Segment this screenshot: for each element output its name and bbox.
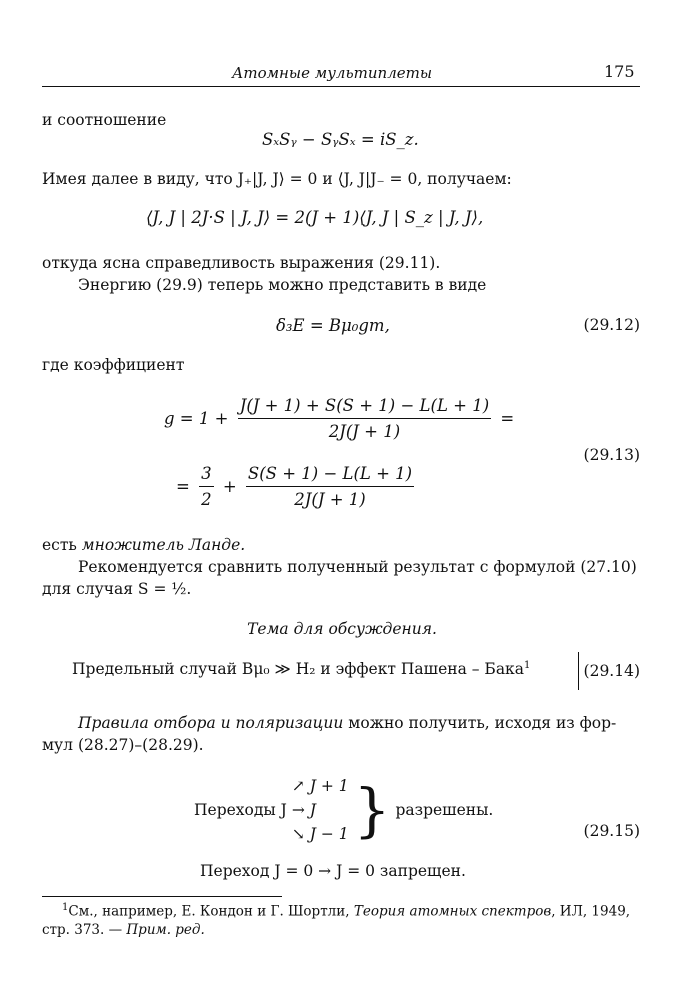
plus-sign: + (222, 477, 237, 496)
footnote-text-d: стр. 373. — (42, 922, 127, 938)
lande-denominator-1: 2J(J + 1) (328, 422, 401, 441)
lande-factor-term: множитель Ланде. (81, 536, 246, 554)
footnote-text-c: , ИЛ, 1949, (551, 903, 631, 920)
lande-denominator-2: 2J(J + 1) (294, 490, 366, 509)
paragraph-8-text: можно получить, исходя из фор- (343, 714, 617, 732)
lande-fraction-2 (246, 464, 414, 509)
footnote-rule (42, 896, 282, 897)
paragraph-5: где коэффициент (42, 356, 185, 374)
equals-sign: = (500, 409, 515, 428)
transition-arrows (292, 774, 349, 846)
equation-number-29-13: (29.13) (583, 446, 640, 464)
footnote-text-a: См., например, Е. Кондон и Г. Шортли, (68, 903, 354, 920)
paragraph-8-line-1 (78, 714, 616, 732)
g-lhs: g = 1 + (164, 409, 229, 428)
running-title: Атомные мультиплеты (232, 64, 433, 82)
discussion-title: Тема для обсуждения. (247, 620, 437, 638)
paragraph-2: Имея далее в виду, что J₊|J, J⟩ = 0 и ⟨J, J|J₋ = 0, получаем: (42, 170, 512, 188)
header-rule (42, 86, 640, 87)
equation-29-13-line-2 (176, 464, 418, 509)
paragraph-7-line-1: Рекомендуется сравнить полученный результат с формулой (27.10) (78, 558, 637, 576)
transitions-label: Переходы J (194, 801, 287, 819)
equation-matrix-element: ⟨J, J | 2J·S | J, J⟩ = 2(J + 1)⟨J, J | S_z | J, J⟩, (146, 208, 484, 227)
equation-number-29-14: (29.14) (583, 662, 640, 680)
three-halves-numerator: 3 (199, 464, 214, 487)
lande-numerator-1: J(J + 1) + S(S + 1) − L(L + 1) (238, 396, 491, 419)
three-halves-fraction (199, 464, 214, 509)
footnote-editor-note: Прим. ред. (126, 922, 205, 938)
paragraph-1: и соотношение (42, 111, 167, 129)
equation-29-13-line-1 (164, 396, 514, 441)
forbidden-transition: Переход J = 0 → J = 0 запрещен. (200, 862, 466, 880)
footnote-line-1 (62, 902, 630, 920)
transition-down: ↘ J − 1 (291, 825, 349, 843)
right-brace: } (353, 776, 391, 844)
paragraph-6-text: есть (42, 536, 82, 554)
footnote-reference: 1 (524, 660, 531, 671)
equation-29-12: δ₃E = Bμ₀gm, (276, 316, 390, 335)
paragraph-3: откуда ясна справедливость выражения (29.11). (42, 254, 441, 272)
paragraph-8-line-2: мул (28.27)–(28.29). (42, 736, 204, 754)
paragraph-4: Энергию (29.9) теперь можно представить в виде (78, 276, 487, 294)
footnote-book-title: Теория атомных спектров (353, 903, 552, 920)
equals-sign-2: = (176, 477, 190, 496)
lande-fraction-1 (238, 396, 491, 441)
page-number: 175 (604, 62, 635, 81)
equation-number-29-15: (29.15) (583, 822, 640, 840)
equation-commutator: SₓSᵧ − SᵧSₓ = iS_z. (262, 130, 419, 149)
transitions-result: разрешены. (395, 801, 494, 819)
margin-bar (578, 652, 579, 690)
discussion-item-text: Предельный случай Bμ₀ ≫ H₂ и эффект Пашена – Бака (72, 660, 524, 679)
footnote-mark: 1 (62, 902, 69, 913)
transitions-block (194, 774, 493, 846)
discussion-item (72, 660, 530, 678)
lande-numerator-2: S(S + 1) − L(L + 1) (246, 464, 414, 487)
transition-up: ↗ J + 1 (291, 777, 349, 795)
footnote-line-2 (42, 922, 205, 938)
paragraph-6 (42, 536, 245, 554)
three-halves-denominator: 2 (201, 490, 212, 509)
paragraph-7-line-2: для случая S = ½. (42, 580, 192, 598)
selection-rules-term: Правила отбора и поляризации (78, 714, 344, 732)
equation-number-29-12: (29.12) (583, 316, 640, 334)
transition-same: → J (291, 801, 316, 819)
